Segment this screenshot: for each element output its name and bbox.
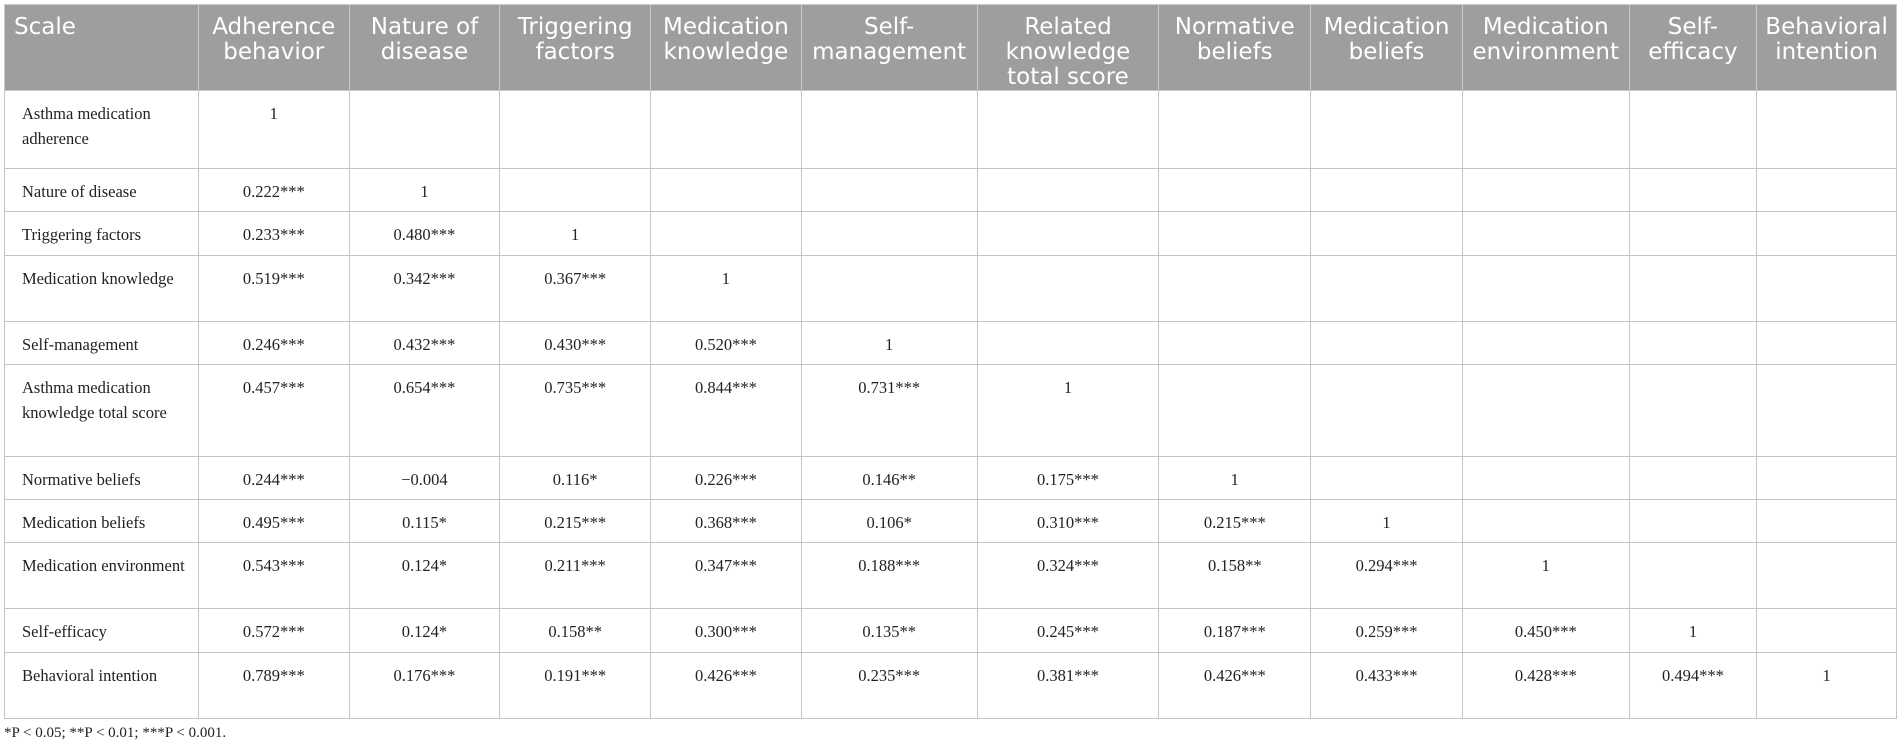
table-cell	[801, 91, 977, 169]
header-cell: Medication environment	[1462, 5, 1629, 91]
table-cell: 0.246***	[198, 321, 349, 364]
table-cell: 0.731***	[801, 365, 977, 456]
table-cell: 1	[349, 169, 500, 212]
table-cell: 0.480***	[349, 212, 500, 255]
table-cell	[1462, 169, 1629, 212]
table-cell: 0.426***	[1159, 652, 1311, 718]
table-row	[5, 321, 1897, 364]
table-cell: 0.226***	[651, 456, 802, 499]
row-label: Asthma medication adherence	[5, 91, 199, 169]
table-cell: 0.158**	[500, 609, 651, 652]
table-cell	[1462, 456, 1629, 499]
table-cell	[801, 255, 977, 321]
table-row	[5, 456, 1897, 499]
table-cell: 1	[198, 91, 349, 169]
table-cell	[1629, 365, 1757, 456]
table-cell	[500, 91, 651, 169]
header-cell: Medication beliefs	[1311, 5, 1463, 91]
table-cell: 1	[977, 365, 1159, 456]
table-cell: 1	[1462, 543, 1629, 609]
table-cell: 0.347***	[651, 543, 802, 609]
table-cell: 0.259***	[1311, 609, 1463, 652]
table-cell: 0.158**	[1159, 543, 1311, 609]
table-cell	[1159, 169, 1311, 212]
table-cell: 0.116*	[500, 456, 651, 499]
table-cell: 0.115*	[349, 499, 500, 542]
table-cell	[500, 169, 651, 212]
table-cell: 0.572***	[198, 609, 349, 652]
table-cell	[977, 321, 1159, 364]
table-cell: 0.428***	[1462, 652, 1629, 718]
table-cell: 0.432***	[349, 321, 500, 364]
table-cell	[1757, 499, 1897, 542]
header-cell: Self-efficacy	[1629, 5, 1757, 91]
header-cell-scale: Scale	[5, 5, 199, 91]
table-cell	[1159, 212, 1311, 255]
table-cell: 0.135**	[801, 609, 977, 652]
table-cell	[1311, 255, 1463, 321]
table-row	[5, 255, 1897, 321]
table-cell	[1311, 91, 1463, 169]
table-row	[5, 212, 1897, 255]
table-row	[5, 543, 1897, 609]
table-cell	[977, 91, 1159, 169]
table-cell: 0.245***	[977, 609, 1159, 652]
table-cell	[1462, 499, 1629, 542]
table-cell: 0.215***	[500, 499, 651, 542]
table-cell: 0.294***	[1311, 543, 1463, 609]
header-cell: Behavioral intention	[1757, 5, 1897, 91]
table-cell: 0.844***	[651, 365, 802, 456]
table-cell: 1	[1311, 499, 1463, 542]
table-cell	[977, 169, 1159, 212]
table-row	[5, 652, 1897, 718]
table-cell: 0.175***	[977, 456, 1159, 499]
row-label: Self-management	[5, 321, 199, 364]
row-label: Medication knowledge	[5, 255, 199, 321]
table-cell: 0.124*	[349, 543, 500, 609]
table-cell	[1311, 212, 1463, 255]
table-cell: 0.324***	[977, 543, 1159, 609]
table-cell	[1757, 321, 1897, 364]
table-cell: 0.543***	[198, 543, 349, 609]
table-cell: 0.494***	[1629, 652, 1757, 718]
table-cell: 0.519***	[198, 255, 349, 321]
table-cell: 0.735***	[500, 365, 651, 456]
table-cell	[1311, 365, 1463, 456]
table-cell	[1629, 456, 1757, 499]
table-cell	[1757, 255, 1897, 321]
table-cell: 0.495***	[198, 499, 349, 542]
table-footnote: *P < 0.05; **P < 0.01; ***P < 0.001.	[4, 725, 227, 741]
table-cell: 1	[651, 255, 802, 321]
table-cell: 0.367***	[500, 255, 651, 321]
table-cell	[1311, 456, 1463, 499]
table-cell: 0.176***	[349, 652, 500, 718]
table-cell: 0.430***	[500, 321, 651, 364]
table-cell	[1757, 91, 1897, 169]
table-cell	[1462, 365, 1629, 456]
table-cell: 0.187***	[1159, 609, 1311, 652]
table-cell: 0.300***	[651, 609, 802, 652]
table-cell: 0.381***	[977, 652, 1159, 718]
table-cell	[801, 212, 977, 255]
table-cell	[1629, 91, 1757, 169]
row-label: Medication environment	[5, 543, 199, 609]
table-cell: 0.426***	[651, 652, 802, 718]
table-cell: −0.004	[349, 456, 500, 499]
table-cell: 1	[1757, 652, 1897, 718]
table-cell: 1	[1629, 609, 1757, 652]
row-label: Triggering factors	[5, 212, 199, 255]
table-cell	[1311, 169, 1463, 212]
table-row	[5, 499, 1897, 542]
table-cell: 0.146**	[801, 456, 977, 499]
table-cell	[1757, 365, 1897, 456]
table-cell	[1159, 365, 1311, 456]
table-cell	[1757, 456, 1897, 499]
row-label: Asthma medication knowledge total score	[5, 365, 199, 456]
table-cell	[1629, 169, 1757, 212]
row-label: Self-efficacy	[5, 609, 199, 652]
table-cell: 0.188***	[801, 543, 977, 609]
table-cell: 0.433***	[1311, 652, 1463, 718]
table-row	[5, 169, 1897, 212]
table-cell: 0.235***	[801, 652, 977, 718]
header-cell: Nature of disease	[349, 5, 500, 91]
table-cell	[1629, 499, 1757, 542]
table-row	[5, 365, 1897, 456]
table-cell: 0.211***	[500, 543, 651, 609]
table-cell	[1462, 255, 1629, 321]
table-cell	[1462, 321, 1629, 364]
header-row	[5, 5, 1897, 91]
table-cell	[1629, 255, 1757, 321]
table-cell: 0.368***	[651, 499, 802, 542]
row-label: Normative beliefs	[5, 456, 199, 499]
header-cell: Normative beliefs	[1159, 5, 1311, 91]
table-cell	[1629, 543, 1757, 609]
table-cell: 0.450***	[1462, 609, 1629, 652]
table-cell	[651, 169, 802, 212]
table-cell: 0.457***	[198, 365, 349, 456]
correlation-table	[4, 4, 1897, 719]
table-cell	[977, 212, 1159, 255]
table-cell: 0.215***	[1159, 499, 1311, 542]
table-cell	[1757, 212, 1897, 255]
header-cell: Related knowledge total score	[977, 5, 1159, 91]
row-label: Medication beliefs	[5, 499, 199, 542]
table-cell	[1462, 212, 1629, 255]
header-cell: Triggering factors	[500, 5, 651, 91]
table-cell	[1159, 321, 1311, 364]
row-label: Nature of disease	[5, 169, 199, 212]
table-cell: 0.191***	[500, 652, 651, 718]
table-cell	[1757, 169, 1897, 212]
table-cell: 0.244***	[198, 456, 349, 499]
table-cell: 1	[500, 212, 651, 255]
table-cell: 0.789***	[198, 652, 349, 718]
row-label: Behavioral intention	[5, 652, 199, 718]
table-cell: 0.520***	[651, 321, 802, 364]
table-cell: 0.342***	[349, 255, 500, 321]
table-cell	[1629, 321, 1757, 364]
table-cell	[977, 255, 1159, 321]
table-cell	[1757, 609, 1897, 652]
header-cell: Medication knowledge	[651, 5, 802, 91]
header-cell: Self-management	[801, 5, 977, 91]
table-cell: 0.106*	[801, 499, 977, 542]
table-cell	[1311, 321, 1463, 364]
table-cell	[1159, 91, 1311, 169]
table-cell	[651, 91, 802, 169]
header-cell: Adherence behavior	[198, 5, 349, 91]
table-cell: 1	[1159, 456, 1311, 499]
table-cell	[1757, 543, 1897, 609]
table-cell	[1629, 212, 1757, 255]
table-cell	[1159, 255, 1311, 321]
table-cell	[1462, 91, 1629, 169]
table-cell	[349, 91, 500, 169]
table-cell: 1	[801, 321, 977, 364]
table-header	[5, 5, 1897, 91]
table-cell: 0.222***	[198, 169, 349, 212]
table-cell	[801, 169, 977, 212]
table-row	[5, 609, 1897, 652]
table-cell: 0.233***	[198, 212, 349, 255]
table-cell: 0.654***	[349, 365, 500, 456]
table-row	[5, 91, 1897, 169]
table-cell: 0.124*	[349, 609, 500, 652]
table-body	[5, 91, 1897, 719]
table-cell	[651, 212, 802, 255]
table-cell: 0.310***	[977, 499, 1159, 542]
